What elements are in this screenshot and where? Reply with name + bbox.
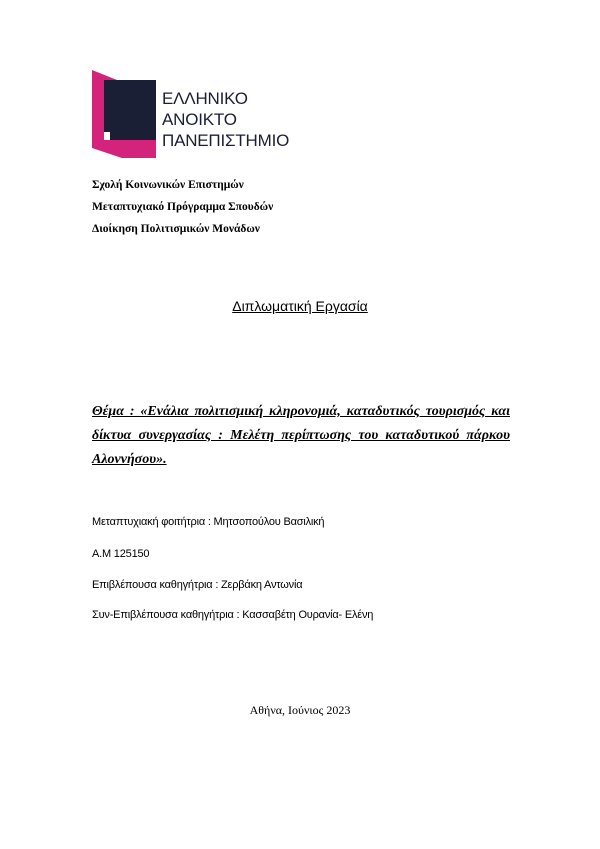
- logo-text: [162, 88, 289, 151]
- document-type-title: Διπλωματική Εργασία: [232, 298, 368, 314]
- university-logo: [92, 70, 292, 158]
- co-supervisor-line: Συν-Επιβλέπουσα καθηγήτρια : Κασσαβέτη Ουρανία- Ελένη: [92, 609, 374, 621]
- specialization-name: Διοίκηση Πολιτισμικών Μονάδων: [92, 223, 260, 235]
- date-line: Αθήνα, Ιούνιος 2023: [249, 703, 351, 717]
- logo-line-2: ΑΝΟΙΚΤΟ: [162, 110, 237, 129]
- logo-emblem-icon: [92, 70, 156, 158]
- student-line: Μεταπτυχιακή φοιτήτρια : Μητσοπούλου Βασιλική: [92, 516, 325, 528]
- logo-line-3: ΠΑΝΕΠΙΣΤΗΜΙΟ: [162, 131, 290, 150]
- school-name: Σχολή Κοινωνικών Επιστημών: [92, 179, 244, 191]
- program-name: Μεταπτυχιακό Πρόγραμμα Σπουδών: [92, 201, 274, 213]
- header-block: [92, 174, 273, 240]
- thesis-topic: Θέμα : «Ενάλια πολιτισμική κληρονομιά, καταδυτικός τουρισμός και δίκτυα συνεργασίας : Μελέτη περίπτωσης του καταδυτικού πάρκου Αλοννήσου».: [92, 404, 510, 467]
- student-id-line: Α.Μ 125150: [92, 548, 150, 560]
- logo-line-1: ΕΛΛΗΝΙΚΟ: [162, 89, 248, 108]
- supervisor-line: Επιβλέπουσα καθηγήτρια : Ζερβάκη Αντωνία: [92, 579, 303, 591]
